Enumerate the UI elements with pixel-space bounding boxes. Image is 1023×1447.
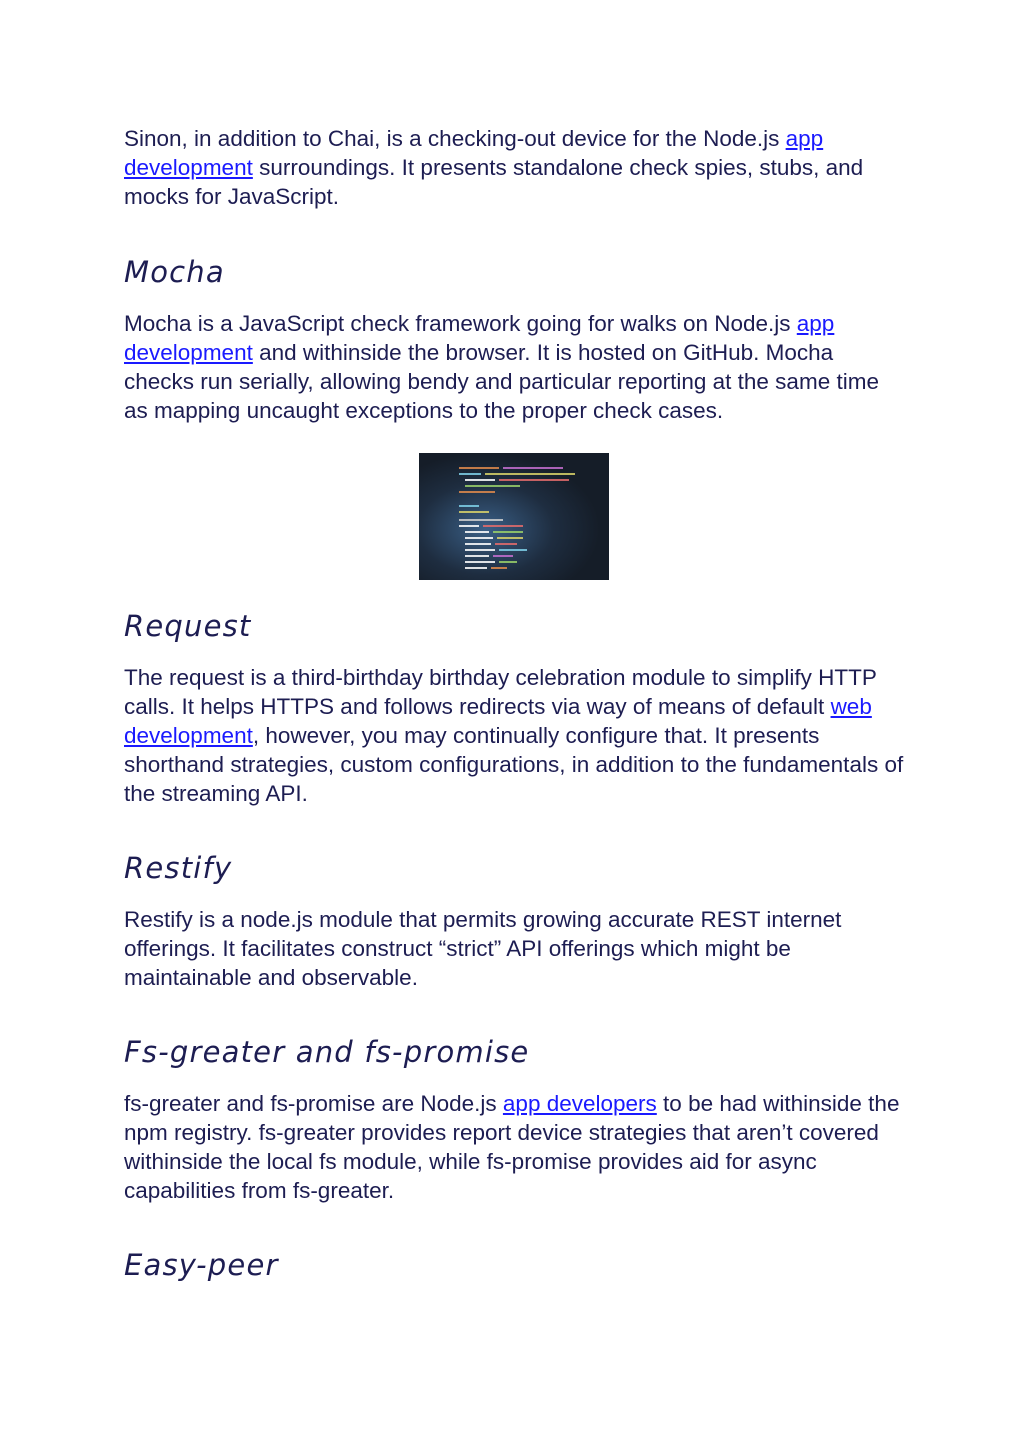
sinon-text-end: surroundings. It presents standalone check spies, stubs, and mocks for JavaScript. (124, 155, 864, 209)
sinon-text-start: Sinon, in addition to Chai, is a checking-out device for the Node.js (124, 126, 786, 151)
app-development-link[interactable]: app development (124, 311, 835, 365)
mocha-text-end: and withinside the browser. It is hosted on GitHub. Mocha checks run serially, allowing bendy and particular reporting at the same time as mapping uncaught exceptions to the proper check cases. (124, 340, 879, 423)
request-heading: Request (124, 609, 252, 643)
fs-text-end: to be had withinside the npm registry. fs-greater provides report device strategies that aren’t covered withinside the local fs module, while fs-promise provides aid for async capabilities from fs-greater. (124, 1091, 900, 1203)
request-paragraph (124, 663, 904, 808)
sinon-paragraph (124, 124, 904, 211)
document-page (124, 124, 904, 1283)
mocha-paragraph (124, 309, 904, 425)
app-development-link[interactable]: app development (124, 126, 824, 180)
web-development-link[interactable]: web development (124, 694, 872, 748)
fs-heading: Fs-greater and fs-promise (124, 1035, 530, 1069)
request-text-end: , however, you may continually configure that. It presents shorthand strategies, custom configurations, in addition to the fundamentals of the streaming API. (124, 723, 904, 806)
app-developers-link[interactable]: app developers (502, 1091, 657, 1116)
fs-paragraph (124, 1089, 904, 1205)
code-screenshot-image (419, 453, 609, 580)
mocha-heading: Mocha (124, 255, 225, 289)
fs-text-start: fs-greater and fs-promise are Node.js (124, 1091, 503, 1116)
code-image-wrapper (124, 453, 904, 580)
mocha-text-start: Mocha is a JavaScript check framework going for walks on Node.js (124, 311, 797, 336)
restify-heading: Restify (124, 851, 233, 885)
restify-paragraph: Restify is a node.js module that permits growing accurate REST internet offerings. It facilitates construct “strict” API offerings which might be maintainable and observable. (124, 907, 842, 990)
easy-peer-heading: Easy-peer (124, 1248, 279, 1282)
request-text-start: The request is a third-birthday birthday celebration module to simplify HTTP calls. It helps HTTPS and follows redirects via way of means of default (124, 665, 877, 719)
